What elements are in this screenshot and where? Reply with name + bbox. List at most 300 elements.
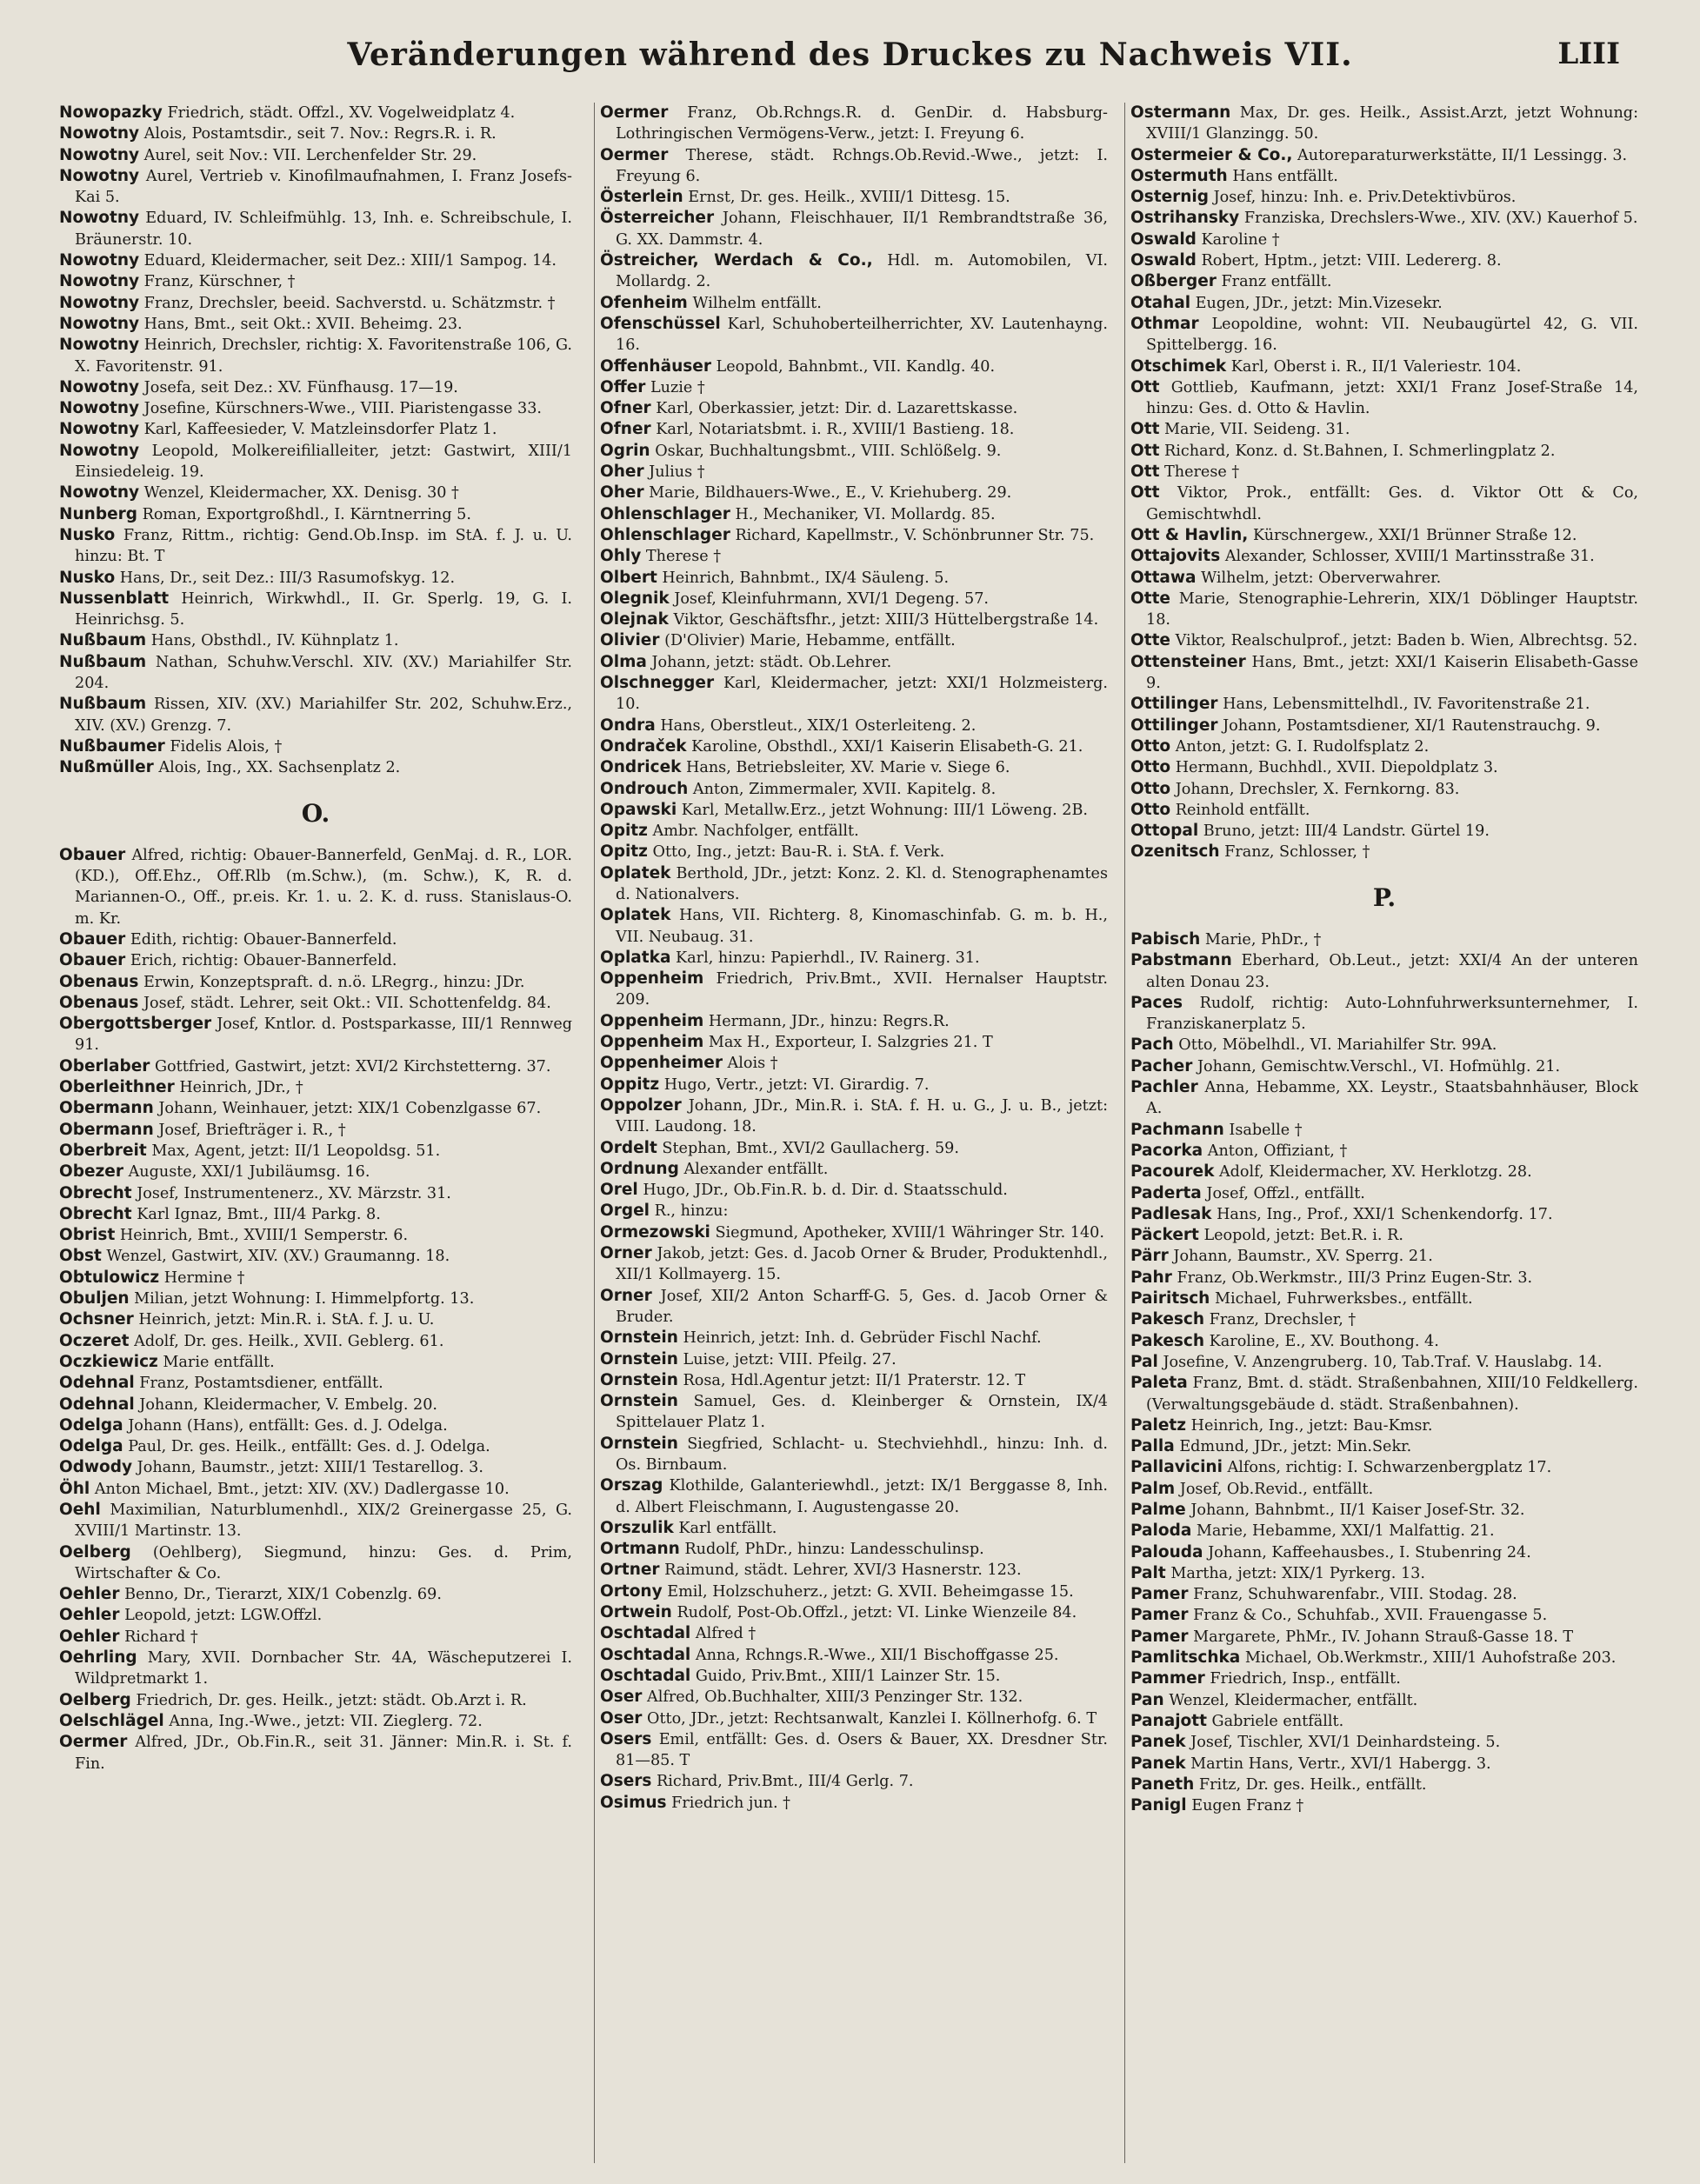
entry-name: Nowopazky xyxy=(59,103,163,122)
entry-details: Josef, hinzu: Inh. e. Priv.Detektivbüros. xyxy=(1213,189,1517,207)
entry-name: Obermann xyxy=(59,1099,154,1118)
entry-details: Hans, Bmt., jetzt: XXI/1 Kaiserin Elisabeth-Gasse 9. xyxy=(1146,653,1638,693)
entry-name: Nußbaum xyxy=(59,652,147,671)
directory-entry xyxy=(600,1053,1108,1074)
directory-entry xyxy=(1130,1605,1638,1626)
directory-entry xyxy=(1130,1268,1638,1288)
entry-name: Panajott xyxy=(1130,1711,1207,1730)
directory-entry xyxy=(1130,1035,1638,1055)
entry-details: Heinrich, Drechsler, richtig: X. Favoritenstraße 106, G. X. Favoritenstr. 91. xyxy=(75,336,572,376)
entry-name: Oser xyxy=(600,1708,643,1728)
directory-entry xyxy=(59,293,572,314)
entry-name: Ott xyxy=(1130,377,1160,396)
entry-name: Obenaus xyxy=(59,972,139,991)
entry-details: Hans, Bmt., seit Okt.: XVII. Beheimg. 23. xyxy=(143,315,463,333)
directory-entry xyxy=(600,1560,1108,1581)
directory-entry xyxy=(59,1584,572,1605)
directory-entry xyxy=(59,1225,572,1246)
directory-entry xyxy=(600,589,1108,609)
entry-name: Pahr xyxy=(1130,1268,1172,1287)
entry-name: Oplatek xyxy=(600,863,671,882)
directory-entry xyxy=(59,377,572,398)
directory-entry xyxy=(1130,694,1638,715)
entry-name: Oschtadal xyxy=(600,1645,691,1664)
entry-name: Oczkiewicz xyxy=(59,1352,158,1371)
entry-name: Oher xyxy=(600,483,644,503)
entry-details: Karl, Kleidermacher, jetzt: XXI/1 Holzmeisterg. 10. xyxy=(616,675,1108,714)
entry-name: Oelberg xyxy=(59,1690,131,1709)
entry-details: Johann, Postamtsdiener, XI/1 Rautenstrauchg. 9. xyxy=(1223,716,1601,735)
entry-details: Wenzel, Gastwirt, XIV. (XV.) Graumanng. 18. xyxy=(106,1248,450,1266)
entry-name: Paloda xyxy=(1130,1521,1192,1541)
entry-name: Panek xyxy=(1130,1754,1186,1773)
entry-details: Karl, Notariatsbmt. i. R., XVIII/1 Bastieng. 18. xyxy=(656,421,1015,439)
directory-entry xyxy=(59,589,572,631)
entry-name: Oberlaber xyxy=(59,1056,150,1075)
directory-entry xyxy=(600,356,1108,377)
directory-entry xyxy=(59,145,572,166)
entry-details: Anna, Rchngs.R.-Wwe., XII/1 Bischoffgasse 25. xyxy=(695,1646,1059,1664)
directory-entry xyxy=(1130,1690,1638,1711)
entry-name: Ochsner xyxy=(59,1310,134,1329)
entry-details: Hans, Lebensmittelhdl., IV. Favoritenstraße 21. xyxy=(1223,696,1590,714)
entry-name: Ornstein xyxy=(600,1349,678,1368)
directory-entry xyxy=(1130,1204,1638,1225)
entry-details: Hermann, JDr., hinzu: Regrs.R. xyxy=(708,1012,950,1030)
directory-entry xyxy=(59,1605,572,1626)
directory-entry xyxy=(600,145,1108,188)
entry-details: Friedrich jun. † xyxy=(671,1794,790,1812)
entry-details: Viktor, Geschäftsfhr., jetzt: XIII/3 Hüttelbergstraße 14. xyxy=(673,611,1099,629)
entry-name: Nowotny xyxy=(59,441,140,460)
directory-entry xyxy=(600,483,1108,503)
directory-entry xyxy=(1130,314,1638,356)
directory-entry xyxy=(1130,716,1638,736)
directory-entry xyxy=(1130,293,1638,314)
entry-details: Michael, Fuhrwerksbes., entfällt. xyxy=(1214,1290,1473,1308)
entry-name: Pachler xyxy=(1130,1078,1198,1097)
entry-details: Nathan, Schuhw.Verschl. XIV. (XV.) Mariahilfer Str. 204. xyxy=(75,653,572,693)
entry-details: Karl, Kaffeesieder, V. Matzleinsdorfer Platz 1. xyxy=(143,421,497,439)
directory-entry xyxy=(600,1370,1108,1391)
entry-name: Olegnik xyxy=(600,589,670,608)
directory-entry xyxy=(600,1243,1108,1286)
directory-entry xyxy=(59,1204,572,1225)
entry-details: Michael, Ob.Werkmstr., XIII/1 Auhofstraße 203. xyxy=(1244,1649,1617,1668)
entry-name: Pallavicini xyxy=(1130,1458,1223,1477)
entry-details: Samuel, Ges. d. Kleinberger & Ornstein, IX/4 Spittelauer Platz 1. xyxy=(616,1393,1108,1432)
entry-name: Odehnal xyxy=(59,1374,135,1393)
entry-details: Josef, Kntlor. d. Postsparkasse, III/1 Rennweg 91. xyxy=(75,1015,572,1055)
directory-entry xyxy=(59,652,572,695)
directory-entry xyxy=(59,1183,572,1204)
entry-details: Alfred, JDr., Ob.Fin.R., seit 31. Jänner: Min.R. i. St. f. Fin. xyxy=(75,1734,572,1773)
directory-entry xyxy=(1130,1795,1638,1816)
directory-entry xyxy=(59,419,572,440)
directory-entry xyxy=(59,1014,572,1056)
directory-entry xyxy=(600,1180,1108,1201)
entry-name: Oschtadal xyxy=(600,1624,691,1643)
entry-name: Nusko xyxy=(59,568,116,587)
directory-entry xyxy=(59,568,572,589)
entry-details: Viktor, Realschulprof., jetzt: Baden b. Wien, Albrechtsg. 52. xyxy=(1175,632,1638,650)
directory-entry xyxy=(1130,1288,1638,1309)
entry-name: Obtulowicz xyxy=(59,1268,160,1287)
entry-details: Fritz, Dr. ges. Heilk., entfällt. xyxy=(1198,1775,1427,1794)
entry-name: Opawski xyxy=(600,800,677,819)
entry-details: Leopold, jetzt: Bet.R. i. R. xyxy=(1203,1227,1403,1245)
directory-entry xyxy=(59,123,572,144)
directory-entry xyxy=(59,1436,572,1457)
entry-details: Max, Dr. ges. Heilk., Assist.Arzt, jetzt Wohnung: XVIII/1 Glanzingg. 50. xyxy=(1146,104,1638,143)
entry-name: Pacorka xyxy=(1130,1141,1203,1160)
directory-entry xyxy=(59,166,572,209)
entry-name: Olivier xyxy=(600,631,660,650)
entry-details: Margarete, PhMr., IV. Johann Strauß-Gasse 18. T xyxy=(1193,1628,1574,1646)
directory-entry xyxy=(59,1141,572,1162)
entry-details: Adolf, Dr. ges. Heilk., XVII. Geblerg. 61. xyxy=(134,1332,444,1350)
directory-entry xyxy=(1130,166,1638,187)
directory-entry xyxy=(600,208,1108,250)
directory-entry xyxy=(1130,187,1638,208)
entry-name: Opitz xyxy=(600,842,648,862)
entry-details: Wilhelm, jetzt: Oberverwahrer. xyxy=(1201,569,1442,587)
directory-entry xyxy=(1130,589,1638,631)
entry-name: Ondricek xyxy=(600,758,682,777)
directory-entry xyxy=(59,845,572,929)
directory-entry xyxy=(1130,1584,1638,1605)
entry-name: Oplatka xyxy=(600,948,671,967)
entry-details: Josef, Offzl., entfällt. xyxy=(1206,1184,1365,1202)
entry-name: Otschimek xyxy=(1130,356,1227,376)
entry-details: Franz & Co., Schuhfab., XVII. Frauengasse 5. xyxy=(1193,1607,1548,1625)
entry-details: Josefine, V. Anzengruberg. 10, Tab.Traf. V. Hauslabg. 14. xyxy=(1163,1353,1603,1371)
directory-entry xyxy=(600,1222,1108,1243)
entry-details: Bruno, jetzt: III/4 Landstr. Gürtel 19. xyxy=(1203,822,1490,841)
entry-details: Johann, Gemischtw.Verschl., VI. Hofmühlg. 21. xyxy=(1197,1057,1561,1075)
entry-name: Ofenheim xyxy=(600,293,688,312)
entry-name: Oschtadal xyxy=(600,1666,691,1685)
entry-name: Orner xyxy=(600,1286,652,1305)
entry-details: Aurel, seit Nov.: VII. Lerchenfelder Str. 29. xyxy=(143,146,477,164)
entry-name: Oehl xyxy=(59,1501,101,1519)
directory-entry xyxy=(600,1075,1108,1095)
directory-entry xyxy=(59,1288,572,1309)
entry-name: Odwody xyxy=(59,1458,133,1477)
entry-name: Oehler xyxy=(59,1627,120,1646)
directory-entry xyxy=(59,1648,572,1690)
entry-details: Franz, Schuhwarenfabr., VIII. Stodag. 28. xyxy=(1193,1586,1517,1604)
entry-name: Ormezowski xyxy=(600,1222,710,1242)
entry-name: Oßberger xyxy=(1130,272,1217,291)
entry-details: Heinrich, Bmt., XVIII/1 Semperstr. 6. xyxy=(119,1227,409,1245)
entry-details: Eduard, Kleidermacher, seit Dez.: XIII/1 Sampog. 14. xyxy=(143,252,557,270)
entry-name: Nowotny xyxy=(59,209,140,228)
directory-entry xyxy=(600,905,1108,948)
entry-name: Palouda xyxy=(1130,1542,1203,1561)
entry-details: Josef, städt. Lehrer, seit Okt.: VII. Schottenfeldg. 84. xyxy=(143,994,551,1012)
directory-entry xyxy=(59,1077,572,1098)
section-heading: P. xyxy=(1372,882,1397,912)
entry-name: Ott xyxy=(1130,463,1160,482)
directory-entry xyxy=(59,1120,572,1141)
entry-details: Rudolf, richtig: Auto-Lohnfuhrwerksunternehmer, I. Franziskanerplatz 5. xyxy=(1146,994,1638,1034)
entry-details: Autoreparaturwerkstätte, II/1 Lessingg. 3. xyxy=(1297,146,1628,164)
entry-details: Eduard, IV. Schleifmühlg. 13, Inh. e. Schreibschule, I. Bräunerstr. 10. xyxy=(75,210,572,249)
entry-name: Oczeret xyxy=(59,1331,130,1350)
entry-name: Oplatek xyxy=(600,906,671,925)
entry-name: Ogrin xyxy=(600,441,650,460)
directory-entry xyxy=(600,716,1108,736)
entry-name: Oppolzer xyxy=(600,1095,682,1115)
entry-name: Ohly xyxy=(600,547,642,566)
entry-details: Wenzel, Kleidermacher, entfällt. xyxy=(1169,1691,1418,1709)
entry-details: Franz entfällt. xyxy=(1221,273,1332,291)
entry-details: Karl, Metallw.Erz., jetzt Wohnung: III/1 Löweng. 2B. xyxy=(681,801,1089,819)
entry-details: Franz, Ob.Rchngs.R. d. GenDir. d. Habsburg-Lothringischen Vermögens-Verw., jetzt: I. Freyung 6. xyxy=(616,104,1108,143)
directory-entry xyxy=(1130,419,1638,440)
entry-details: Otto, Ing., jetzt: Bau-R. i. StA. f. Verk. xyxy=(652,843,945,862)
entry-details: Franz, Postamtsdiener, entfällt. xyxy=(139,1375,383,1393)
directory-entry xyxy=(600,1159,1108,1180)
directory-entry xyxy=(1130,1479,1638,1500)
directory-entry xyxy=(600,187,1108,208)
directory-entry xyxy=(59,250,572,271)
page-title: Veränderungen während des Druckes zu Nachweis VII. xyxy=(347,37,1353,73)
directory-entry xyxy=(600,757,1108,778)
entry-name: Otto xyxy=(1130,779,1171,798)
directory-entry xyxy=(1130,145,1638,166)
entry-name: Pärr xyxy=(1130,1247,1169,1266)
directory-entry xyxy=(1130,1648,1638,1668)
entry-details: Emil, Holzschuherz., jetzt: G. XVII. Beheimgasse 15. xyxy=(667,1582,1074,1601)
entry-name: Orel xyxy=(600,1181,638,1200)
entry-details: Karoline, Obsthdl., XXI/1 Kaiserin Elisabeth-G. 21. xyxy=(691,737,1083,756)
entry-name: Obauer xyxy=(59,845,126,864)
entry-details: Hans, Oberstleut., XIX/1 Osterleiteng. 2. xyxy=(660,716,977,735)
entry-details: Julius † xyxy=(649,463,705,482)
entry-details: Gottlieb, Kaufmann, jetzt: XXI/1 Franz Josef-Straße 14, hinzu: Ges. d. Otto & Havlin. xyxy=(1146,378,1638,418)
directory-entry xyxy=(1130,103,1638,145)
entry-details: Eugen Franz † xyxy=(1191,1797,1304,1815)
page-header xyxy=(0,37,1700,80)
entry-name: Pairitsch xyxy=(1130,1289,1210,1308)
directory-entry xyxy=(1130,568,1638,589)
entry-name: Palm xyxy=(1130,1479,1176,1498)
directory-entry xyxy=(1130,1521,1638,1541)
entry-details: Anton Michael, Bmt., jetzt: XIV. (XV.) Dadlergasse 10. xyxy=(94,1480,510,1498)
entry-name: Öhl xyxy=(59,1479,90,1498)
directory-entry xyxy=(600,736,1108,757)
entry-details: Heinrich, JDr., † xyxy=(179,1079,303,1097)
directory-entry xyxy=(600,250,1108,293)
entry-name: Ordelt xyxy=(600,1138,657,1157)
directory-entry xyxy=(600,314,1108,356)
entry-name: Oehler xyxy=(59,1585,120,1604)
directory-entry xyxy=(1130,736,1638,757)
entry-details: Stephan, Bmt., XVI/2 Gaullacherg. 59. xyxy=(662,1139,959,1157)
entry-name: Nußbaum xyxy=(59,695,147,714)
entry-name: Oppitz xyxy=(600,1075,660,1094)
entry-name: Ohlenschlager xyxy=(600,504,730,523)
entry-details: Roman, Exportgroßhdl., I. Kärntnerring 5. xyxy=(142,505,471,523)
entry-name: Ottilinger xyxy=(1130,716,1218,735)
entry-name: Ottawa xyxy=(1130,568,1197,587)
entry-name: Otto xyxy=(1130,758,1171,777)
entry-name: Pammer xyxy=(1130,1669,1205,1688)
entry-details: Anna, Ing.-Wwe., jetzt: VII. Zieglerg. 72. xyxy=(169,1712,483,1730)
entry-details: Hans entfällt. xyxy=(1232,167,1338,185)
directory-entry xyxy=(600,1666,1108,1687)
entry-details: Otto, Möbelhdl., VI. Mariahilfer Str. 99A. xyxy=(1178,1036,1497,1055)
directory-entry xyxy=(1130,230,1638,250)
entry-name: Ottopal xyxy=(1130,822,1199,841)
directory-entry xyxy=(1130,1754,1638,1774)
entry-details: Martin Hans, Vertr., XVI/1 Habergg. 3. xyxy=(1190,1755,1491,1773)
entry-details: Erwin, Konzeptspraft. d. n.ö. LRegrg., hinzu: JDr. xyxy=(143,973,525,991)
entry-details: Marie, Stenographie-Lehrerin, XIX/1 Döblinger Hauptstr. 18. xyxy=(1146,589,1638,629)
directory-entry xyxy=(600,1328,1108,1348)
entry-name: Obrecht xyxy=(59,1204,132,1223)
entry-details: Edith, richtig: Obauer-Bannerfeld. xyxy=(130,930,397,949)
directory-entry xyxy=(600,779,1108,800)
directory-entry xyxy=(1130,546,1638,567)
directory-entry xyxy=(600,821,1108,842)
entry-details: Ernst, Dr. ges. Heilk., XVIII/1 Dittesg. 15. xyxy=(688,189,1010,207)
entry-name: Ofenschüssel xyxy=(600,314,721,333)
entry-name: Paces xyxy=(1130,993,1183,1012)
directory-entry xyxy=(1130,652,1638,695)
entry-details: (D'Olivier) Marie, Hebamme, entfällt. xyxy=(664,632,956,650)
entry-name: Olma xyxy=(600,652,647,671)
directory-entry xyxy=(1130,1331,1638,1352)
directory-entry xyxy=(59,1690,572,1711)
directory-entry xyxy=(1130,483,1638,525)
directory-entry xyxy=(59,483,572,503)
entry-details: Heinrich, Ing., jetzt: Bau-Kmsr. xyxy=(1190,1416,1433,1435)
entry-details: Eugen, JDr., jetzt: Min.Vizesekr. xyxy=(1195,294,1443,312)
entry-name: Oehler xyxy=(59,1606,120,1625)
directory-entry xyxy=(600,1539,1108,1560)
entry-name: Paneth xyxy=(1130,1774,1195,1794)
directory-entry xyxy=(600,1138,1108,1159)
entry-details: Anton, Zimmermaler, XVII. Kapitelg. 8. xyxy=(692,780,997,798)
directory-entry xyxy=(59,757,572,778)
entry-details: Hans, Dr., seit Dez.: III/3 Rasumofskyg. 12. xyxy=(119,569,456,587)
entry-name: Olbert xyxy=(600,568,657,587)
entry-details: Alois † xyxy=(727,1055,778,1073)
entry-details: Richard, Kapellmstr., V. Schönbrunner Str. 75. xyxy=(735,526,1095,544)
directory-entry xyxy=(59,736,572,757)
entry-details: Max H., Exporteur, I. Salzgries 21. T xyxy=(708,1034,993,1052)
entry-details: Auguste, XXI/1 Jubiläumsg. 16. xyxy=(128,1163,370,1182)
directory-entry xyxy=(59,1479,572,1500)
entry-name: Ofner xyxy=(600,420,651,439)
directory-entry xyxy=(600,1771,1108,1792)
directory-entry xyxy=(59,1457,572,1478)
entry-name: Ott xyxy=(1130,483,1160,503)
entry-details: Franz, Drechsler, beeid. Sachverstd. u. Schätzmstr. † xyxy=(143,294,556,312)
entry-details: Karl, Schuhoberteilherrichter, XV. Lautenhayng. 16. xyxy=(616,315,1108,355)
entry-details: Johann, Fleischhauer, II/1 Rembrandtstraße 36, G. XX. Dammstr. 4. xyxy=(616,210,1108,249)
entry-details: Alexander, Schlosser, XVIII/1 Martinsstraße 31. xyxy=(1224,548,1595,566)
entry-name: Oppenheimer xyxy=(600,1054,723,1073)
entry-name: Pabisch xyxy=(1130,929,1201,949)
entry-name: Nußmüller xyxy=(59,758,154,777)
entry-name: Nowotny xyxy=(59,293,140,312)
directory-entry xyxy=(1130,250,1638,271)
entry-details: Rudolf, PhDr., hinzu: Landesschulinsp. xyxy=(684,1541,984,1559)
entry-name: Nowotny xyxy=(59,124,140,143)
directory-entry xyxy=(1130,779,1638,800)
entry-details: Therese, städt. Rchngs.Ob.Revid.-Wwe., jetzt: I. Freyung 6. xyxy=(616,146,1108,185)
entry-details: Wenzel, Kleidermacher, XX. Denisg. 30 † xyxy=(143,484,459,503)
directory-entry xyxy=(600,800,1108,821)
entry-details: Rosa, Hdl.Agentur jetzt: II/1 Praterstr. 12. T xyxy=(683,1371,1026,1389)
entry-name: Osers xyxy=(600,1729,652,1748)
directory-entry xyxy=(59,1268,572,1288)
directory-entry xyxy=(1130,208,1638,229)
entry-name: Ornstein xyxy=(600,1370,678,1389)
directory-entry xyxy=(600,1518,1108,1539)
entry-details: Heinrich, Bahnbmt., IX/4 Säuleng. 5. xyxy=(662,569,950,587)
entry-details: Johann, Baumstr., XV. Sperrg. 21. xyxy=(1173,1248,1433,1266)
entry-details: Alfons, richtig: I. Schwarzenbergplatz 17. xyxy=(1227,1459,1552,1477)
entry-details: Johann, Bahnbmt., II/1 Kaiser Josef-Str. 32. xyxy=(1190,1502,1525,1519)
entry-details: Karl, hinzu: Papierhdl., IV. Rainerg. 31. xyxy=(676,949,980,967)
entry-details: Anton, Offiziant, † xyxy=(1207,1142,1348,1160)
page-number: LIII xyxy=(1557,37,1620,71)
entry-name: Opitz xyxy=(600,822,648,841)
entry-details: Berthold, JDr., jetzt: Konz. 2. Kl. d. Stenographenamtes d. Nationalvers. xyxy=(616,864,1108,903)
entry-name: Obst xyxy=(59,1247,102,1266)
entry-name: Pakesch xyxy=(1130,1310,1205,1329)
entry-details: Johann, JDr., Min.R. i. StA. f. H. u. G., J. u. B., jetzt: VIII. Laudong. 18. xyxy=(616,1096,1108,1136)
directory-entry xyxy=(600,948,1108,969)
directory-entry xyxy=(59,950,572,971)
entry-name: Offer xyxy=(600,377,646,396)
directory-entry xyxy=(59,1395,572,1415)
entry-name: Orgel xyxy=(600,1202,650,1221)
entry-details: Emil, entfällt: Ges. d. Osers & Bauer, XX. Dresdner Str. 81—85. T xyxy=(616,1730,1108,1770)
directory-entry xyxy=(1130,929,1638,950)
directory-entry xyxy=(59,208,572,250)
directory-entry xyxy=(600,1687,1108,1708)
entry-details: Karoline, E., XV. Bouthong. 4. xyxy=(1209,1332,1439,1350)
entry-name: Ortner xyxy=(600,1561,660,1580)
column-3 xyxy=(1124,103,1638,2163)
directory-entry xyxy=(1130,1627,1638,1648)
entry-details: Hans, Obsthdl., IV. Kühnplatz 1. xyxy=(150,632,399,650)
directory-entry xyxy=(1130,1183,1638,1204)
entry-name: Ohlenschlager xyxy=(600,525,730,544)
directory-entry xyxy=(600,462,1108,483)
entry-details: Benno, Dr., Tierarzt, XIX/1 Cobenzlg. 69. xyxy=(124,1586,442,1604)
entry-name: Otte xyxy=(1130,631,1170,650)
entry-details: Max, Agent, jetzt: II/1 Leopoldsg. 51. xyxy=(151,1142,441,1160)
directory-entry xyxy=(59,929,572,950)
directory-entry xyxy=(1130,800,1638,821)
directory-entry xyxy=(1130,356,1638,377)
directory-entry xyxy=(59,1627,572,1648)
directory-entry xyxy=(600,441,1108,462)
entry-name: Oelberg xyxy=(59,1542,131,1561)
entry-name: Pakesch xyxy=(1130,1331,1205,1350)
entry-name: Ostrihansky xyxy=(1130,209,1240,228)
entry-details: Friedrich, Insp., entfällt. xyxy=(1210,1670,1401,1688)
entry-details: Milian, jetzt Wohnung: I. Himmelpfortg. 13. xyxy=(134,1290,475,1308)
entry-details: Raimund, städt. Lehrer, XVI/3 Hasnerstr. 123. xyxy=(664,1561,1022,1580)
